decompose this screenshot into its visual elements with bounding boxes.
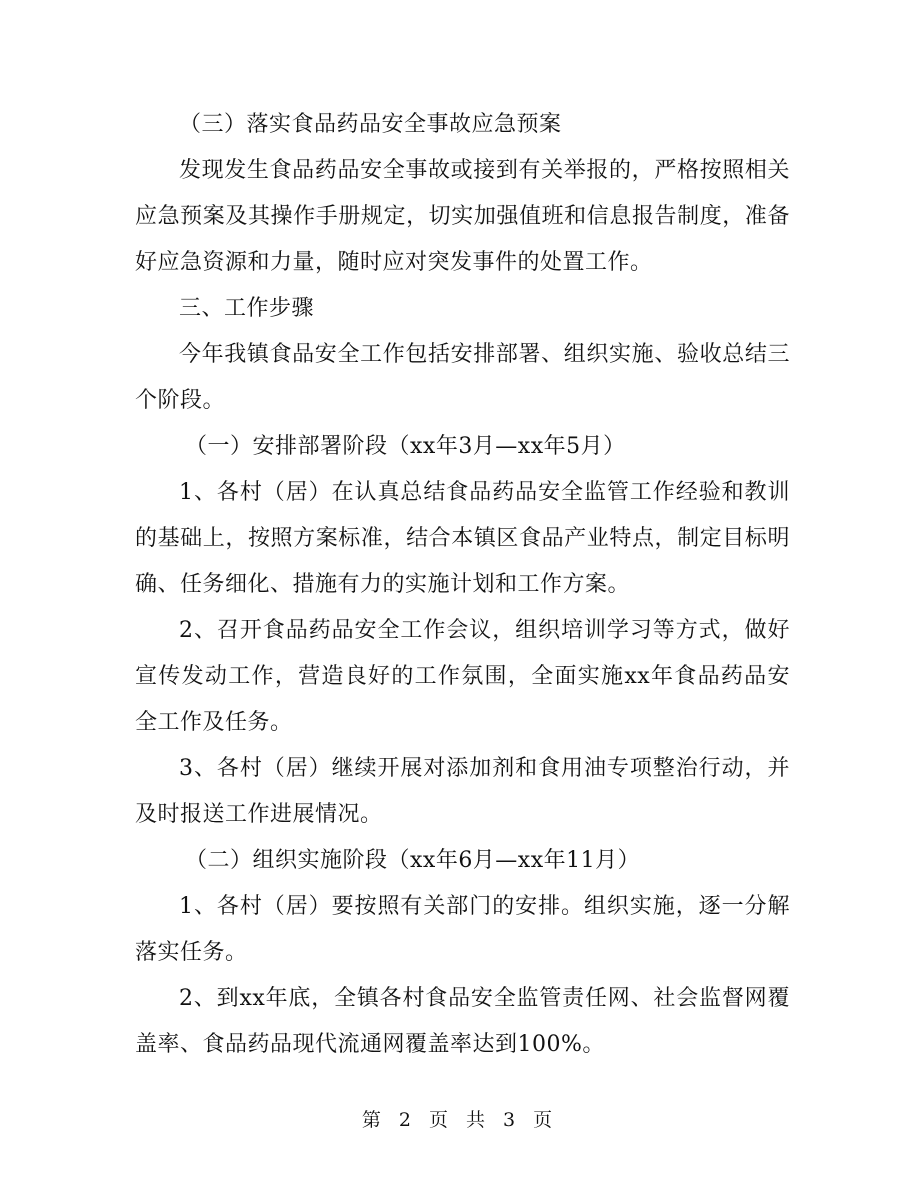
list-item-deployment-1: 1、各村（居）在认真总结食品药品安全监管工作经验和教训的基础上，按照方案标准，结合本镇区食品产业特点，制定目标明确、任务细化、措施有力的实施计划和工作方案。	[135, 480, 790, 597]
list-item-implementation-1: 1、各村（居）要按照有关部门的安排。组织实施，逐一分解落实任务。	[135, 894, 790, 965]
subheading-implementation-stage: （二）组织实施阶段（xx年6月—xx年11月）	[185, 848, 641, 873]
list-item-implementation-2: 2、到xx年底，全镇各村食品安全监管责任网、社会监督网覆盖率、食品药品现代流通网覆盖率达到100%。	[135, 986, 790, 1057]
paragraph-three-stages: 今年我镇食品安全工作包括安排部署、组织实施、验收总结三个阶段。	[135, 342, 790, 413]
document-body	[135, 102, 790, 1068]
page-number-footer: 第 2 页 共 3 页	[361, 1109, 559, 1131]
list-item-deployment-2: 2、召开食品药品安全工作会议，组织培训学习等方式，做好宣传发动工作，营造良好的工作氛围，全面实施xx年食品药品安全工作及任务。	[135, 618, 790, 735]
section-heading-emergency-plan: （三）落实食品药品安全事故应急预案	[179, 112, 562, 137]
subheading-deployment-stage: （一）安排部署阶段（xx年3月—xx年5月）	[185, 434, 626, 459]
section-heading-work-steps: 三、工作步骤	[179, 296, 315, 321]
paragraph-emergency-handling: 发现发生食品药品安全事故或接到有关举报的，严格按照相关应急预案及其操作手册规定，切实加强值班和信息报告制度，准备好应急资源和力量，随时应对突发事件的处置工作。	[135, 158, 790, 275]
list-item-deployment-3: 3、各村（居）继续开展对添加剂和食用油专项整治行动，并及时报送工作进展情况。	[135, 756, 790, 827]
